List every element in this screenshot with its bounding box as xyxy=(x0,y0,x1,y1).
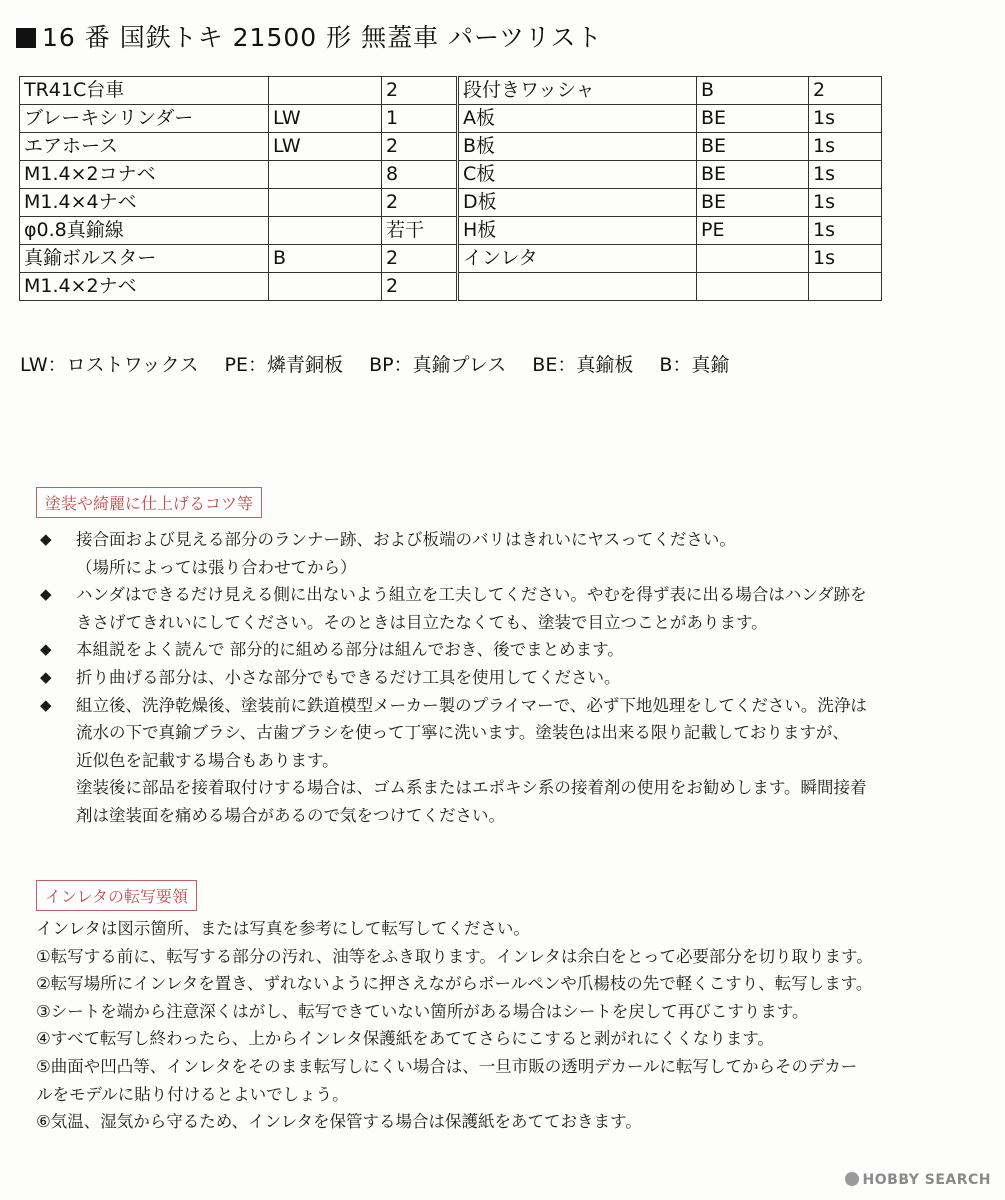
table-row xyxy=(20,77,882,105)
table-row xyxy=(20,189,882,217)
table-cell: BE xyxy=(697,105,809,133)
table-cell: 1s xyxy=(809,217,882,245)
list-item-text: 折り曲げる部分は、小さな部分でもできるだけ工具を使用してください。 xyxy=(76,667,621,687)
transfer-step-line: ルをモデルに貼り付けるとよいでしょう。 xyxy=(36,1084,349,1104)
table-row xyxy=(20,217,882,245)
table-cell xyxy=(697,273,809,301)
list-item-text: 本組説をよく読んで 部分的に組める部分は組んでおき、後でまとめます。 xyxy=(76,640,624,660)
parts-table xyxy=(19,76,882,301)
list-item xyxy=(36,581,986,636)
table-row xyxy=(20,133,882,161)
table-cell: LW xyxy=(269,133,382,161)
transfer-step-line: ③シートを端から注意深くはがし、転写できていない箇所がある場合はシートを戻して再びこすります。 xyxy=(36,1001,809,1021)
watermark xyxy=(845,1172,991,1188)
table-cell: 8 xyxy=(382,161,458,189)
list-item xyxy=(36,636,986,664)
legend-item-pe: PE：燐青銅板 xyxy=(224,354,344,376)
table-row xyxy=(20,105,882,133)
transfer-step-line: インレタは図示箇所、または写真を参考にして転写してください。 xyxy=(36,919,530,938)
table-cell: PE xyxy=(697,217,809,245)
list-item-text: きさげてきれいにしてください。そのときは目立たなくても、塗装で目立つことがあります。 xyxy=(76,612,768,632)
table-cell: 若干 xyxy=(382,217,458,245)
table-cell: 1s xyxy=(809,105,882,133)
diamond-bullet-icon: ◆ xyxy=(40,640,52,659)
table-cell: 真鍮ボルスター xyxy=(20,245,269,273)
table-cell: A板 xyxy=(458,105,697,133)
hobby-search-logo-icon xyxy=(845,1172,859,1186)
painting-tips-list xyxy=(36,526,986,830)
table-cell xyxy=(697,245,809,273)
table-cell: BE xyxy=(697,133,809,161)
list-item-text: （場所によっては張り合わせてから） xyxy=(76,557,357,577)
page-title-text: 16 番 国鉄トキ 21500 形 無蓋車 パーツリスト xyxy=(42,23,603,52)
table-cell: 1s xyxy=(809,133,882,161)
table-cell: H板 xyxy=(458,217,697,245)
table-cell: B xyxy=(697,77,809,105)
transfer-steps xyxy=(36,915,986,1136)
table-cell: φ0.8真鍮線 xyxy=(20,217,269,245)
transfer-step-line: ⑤曲面や凹凸等、インレタをそのまま転写しにくい場合は、一旦市販の透明デカールに転写してからそのデカー xyxy=(36,1056,858,1076)
table-cell: 段付きワッシャ xyxy=(458,77,697,105)
watermark-text: HOBBY SEARCH xyxy=(862,1172,991,1188)
diamond-bullet-icon: ◆ xyxy=(40,667,52,686)
table-cell: LW xyxy=(269,105,382,133)
table-cell xyxy=(269,217,382,245)
list-item-text: 塗装後に部品を接着取付けする場合は、ゴム系またはエポキシ系の接着剤の使用をお勧めします。瞬間接着 xyxy=(76,778,867,798)
table-cell: 2 xyxy=(382,133,458,161)
table-cell: BE xyxy=(697,189,809,217)
table-cell xyxy=(809,273,882,301)
page-title xyxy=(16,18,603,54)
list-item xyxy=(36,692,986,830)
table-cell: M1.4×2ナベ xyxy=(20,273,269,301)
table-cell: エアホース xyxy=(20,133,269,161)
list-item-text: 剤は塗装面を痛める場合があるので気をつけてください。 xyxy=(76,805,505,825)
table-cell xyxy=(269,161,382,189)
table-cell: 1s xyxy=(809,189,882,217)
table-cell: 2 xyxy=(382,245,458,273)
table-cell: 2 xyxy=(809,77,882,105)
transfer-step-line: ④すべて転写し終わったら、上からインレタ保護紙をあててさらにこすると剥がれにくくなります。 xyxy=(36,1029,774,1049)
table-cell: 1 xyxy=(382,105,458,133)
table-row xyxy=(20,273,882,301)
table-cell: TR41C台車 xyxy=(20,77,269,105)
table-cell: 1s xyxy=(809,245,882,273)
parts-table-body xyxy=(20,77,882,301)
table-cell xyxy=(269,273,382,301)
table-cell: 1s xyxy=(809,161,882,189)
legend-item-bp: BP：真鍮プレス xyxy=(369,354,507,376)
table-cell: D板 xyxy=(458,189,697,217)
table-row xyxy=(20,161,882,189)
table-cell: 2 xyxy=(382,273,458,301)
table-cell xyxy=(458,273,697,301)
table-row xyxy=(20,245,882,273)
table-cell: C板 xyxy=(458,161,697,189)
legend-item-be: BE：真鍮板 xyxy=(532,354,634,376)
diamond-bullet-icon: ◆ xyxy=(40,585,52,604)
list-item-text: 流水の下で真鍮ブラシ、古歯ブラシを使って丁寧に洗います。塗装色は出来る限り記載しておりますが、 xyxy=(76,723,849,743)
legend-item-b: B：真鍮 xyxy=(659,354,730,376)
list-item-text: 近似色を記載する場合もあります。 xyxy=(76,750,339,770)
table-cell: BE xyxy=(697,161,809,189)
table-cell: ブレーキシリンダー xyxy=(20,105,269,133)
table-cell xyxy=(269,189,382,217)
transfer-step-line: ②転写場所にインレタを置き、ずれないように押さえながらボールペンや爪楊枝の先で軽くこすり、転写します。 xyxy=(36,974,873,994)
table-cell: 2 xyxy=(382,189,458,217)
transfer-section-heading: インレタの転写要領 xyxy=(36,880,197,911)
transfer-step-line: ⑥気温、湿気から守るため、インレタを保管する場合は保護紙をあてておきます。 xyxy=(36,1112,642,1132)
list-item-text: 接合面および見える部分のランナー跡、および板端のバリはきれいにヤスってください。 xyxy=(76,530,736,549)
table-cell: B xyxy=(269,245,382,273)
table-cell: M1.4×2コナベ xyxy=(20,161,269,189)
diamond-bullet-icon: ◆ xyxy=(40,530,52,548)
table-cell: B板 xyxy=(458,133,697,161)
list-item-text: ハンダはできるだけ見える側に出ないよう組立を工夫してください。やむを得ず表に出る場合はハンダ跡を xyxy=(76,585,867,605)
table-cell: M1.4×4ナベ xyxy=(20,189,269,217)
painting-section-heading: 塗装や綺麗に仕上げるコツ等 xyxy=(36,487,262,518)
table-cell xyxy=(269,77,382,105)
diamond-bullet-icon: ◆ xyxy=(40,695,52,714)
legend-item-lw: LW：ロストワックス xyxy=(20,354,199,376)
table-cell: インレタ xyxy=(458,245,697,273)
material-legend xyxy=(20,350,749,377)
transfer-step-line: ①転写する前に、転写する部分の汚れ、油等をふき取ります。インレタは余白をとって必要部分を切り取ります。 xyxy=(36,946,873,966)
table-cell: 2 xyxy=(382,77,458,105)
list-item xyxy=(36,526,986,581)
list-item xyxy=(36,664,986,692)
black-square-icon xyxy=(16,28,36,48)
list-item-text: 組立後、洗浄乾燥後、塗装前に鉄道模型メーカー製のプライマーで、必ず下地処理をしてください。洗浄は xyxy=(76,695,867,715)
